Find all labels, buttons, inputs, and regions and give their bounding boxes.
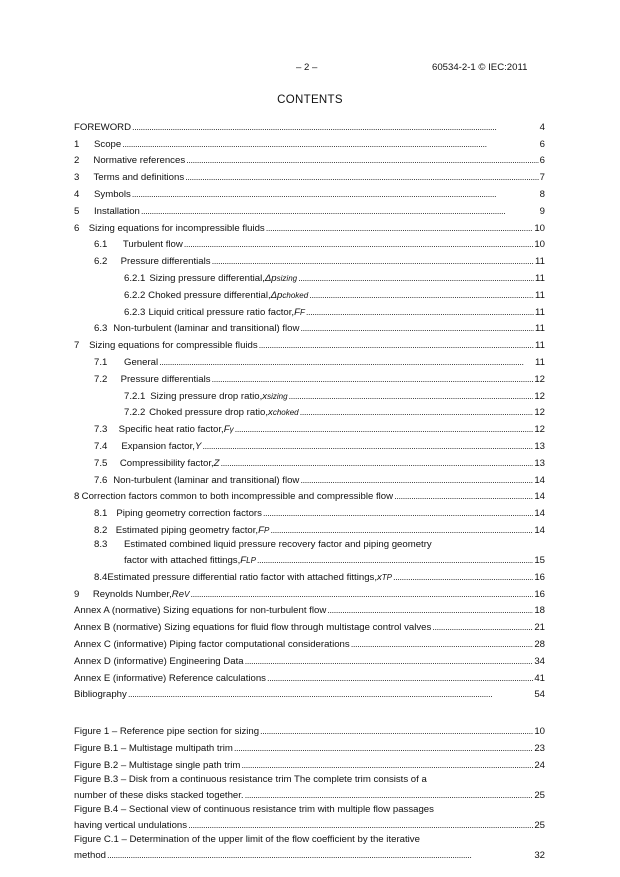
figure-entry-label: Figure B.1 – Multistage multipath trim xyxy=(74,742,233,754)
toc-entry-symbol: Re xyxy=(171,588,185,600)
toc-entry-symbol: Δp xyxy=(264,272,277,284)
toc-entry-number: 3 xyxy=(74,172,80,184)
toc-entry-number: 7.2.2 xyxy=(124,407,146,419)
toc-entry-number: 6.2.1 xyxy=(124,272,146,284)
toc-entry-page: 6 xyxy=(539,138,545,150)
toc-entry-label: Sizing pressure differential, xyxy=(149,272,265,284)
toc-entry-label: Expansion factor, xyxy=(121,440,195,452)
toc-entry-5[interactable] xyxy=(74,202,545,219)
toc-entry-label: Liquid critical pressure ratio factor, xyxy=(148,306,295,318)
toc-entry-page: 14 xyxy=(534,491,545,503)
figure-entry-page: 32 xyxy=(534,849,545,861)
toc-entry-page: 16 xyxy=(534,571,545,583)
toc-entry-6-2-1[interactable] xyxy=(74,269,545,286)
toc-entry-number: 7.1 xyxy=(94,356,108,368)
toc-entry-number: 7.2 xyxy=(94,373,108,385)
toc-entry-label: Annex D (informative) Engineering Data xyxy=(74,655,244,667)
figure-entry-label: Figure B.4 – Sectional view of continuous resistance trim with multiple flow passages xyxy=(74,803,434,815)
toc-entry-subscript: choked xyxy=(272,408,299,418)
toc-entry-number: 7 xyxy=(74,340,80,352)
toc-entry-6-3[interactable] xyxy=(74,320,545,337)
toc-entry-page: 13 xyxy=(534,440,545,452)
toc-entry-label: Turbulent flow xyxy=(122,239,183,251)
figure-entry-page: 10 xyxy=(534,726,545,738)
toc-entry-number: 6.3 xyxy=(94,323,108,335)
toc-entry-3[interactable] xyxy=(74,168,545,185)
figure-entry-b4[interactable] xyxy=(74,803,545,833)
toc-entry-subscript: choked xyxy=(282,290,309,300)
figure-entry-b3[interactable] xyxy=(74,773,545,803)
toc-entry-label: Non-turbulent (laminar and transitional) flow xyxy=(113,323,300,335)
toc-entry-7-2-1[interactable] xyxy=(74,387,545,404)
table-of-contents xyxy=(74,118,545,863)
figure-entry-b2[interactable] xyxy=(74,756,545,773)
toc-entry-7-3[interactable] xyxy=(74,420,545,437)
toc-entry-8-4[interactable] xyxy=(74,568,545,585)
toc-entry-number: 8.1 xyxy=(94,508,108,520)
toc-entry-6-1[interactable] xyxy=(74,236,545,253)
toc-entry-7-6[interactable] xyxy=(74,471,545,488)
toc-entry-7[interactable] xyxy=(74,336,545,353)
figure-entry-1[interactable] xyxy=(74,722,545,739)
toc-entry-label: Specific heat ratio factor, xyxy=(118,424,224,436)
toc-entry-symbol: Z xyxy=(213,457,220,469)
toc-entry-annex-d[interactable] xyxy=(74,652,545,669)
toc-entry-page: 14 xyxy=(534,508,545,520)
toc-entry-label: Terms and definitions xyxy=(93,172,185,184)
toc-entry-number: 8 xyxy=(74,491,80,503)
figure-entry-label: Figure 1 – Reference pipe section for sizing xyxy=(74,726,260,738)
toc-entry-subscript: LP xyxy=(246,555,256,565)
toc-entry-number: 7.3 xyxy=(94,424,108,436)
document-reference-header: 60534-2-1 © IEC:2011 xyxy=(432,62,528,73)
toc-entry-subscript: sizing xyxy=(267,391,288,401)
toc-entry-label: Non-turbulent (laminar and transitional) flow xyxy=(113,474,300,486)
figure-entry-label: Figure C.1 – Determination of the upper limit of the flow coefficient by the iterative xyxy=(74,833,420,845)
toc-entry-label: Reynolds Number, xyxy=(92,588,172,600)
toc-entry-page: 11 xyxy=(535,256,545,268)
toc-entry-label: Normative references xyxy=(93,155,186,167)
toc-entry-label: Symbols xyxy=(94,188,131,200)
toc-entry-annex-e[interactable] xyxy=(74,669,545,686)
toc-entry-number: 2 xyxy=(74,155,80,167)
toc-entry-7-2[interactable] xyxy=(74,370,545,387)
toc-entry-page: 41 xyxy=(534,672,545,684)
page-title: CONTENTS xyxy=(277,94,343,106)
toc-entry-number: 8.3 xyxy=(94,538,108,550)
toc-entry-foreword[interactable] xyxy=(74,118,545,135)
toc-entry-7-4[interactable] xyxy=(74,437,545,454)
toc-entry-label: Estimated piping geometry factor, xyxy=(115,524,259,536)
toc-entry-number: 9 xyxy=(74,588,80,600)
toc-entry-page: 12 xyxy=(534,407,545,419)
toc-entry-number: 8.2 xyxy=(94,524,108,536)
toc-entry-label: Choked pressure differential, xyxy=(148,289,271,301)
toc-entry-label: General xyxy=(124,356,159,368)
toc-entry-label: Pressure differentials xyxy=(120,256,211,268)
toc-entry-page: 12 xyxy=(534,424,545,436)
toc-entry-label: Annex C (informative) Piping factor computational considerations xyxy=(74,638,350,650)
toc-entry-page: 11 xyxy=(535,323,545,335)
toc-entry-bibliography[interactable] xyxy=(74,686,545,703)
toc-entry-page: 11 xyxy=(535,356,545,368)
toc-entry-page: 16 xyxy=(534,588,545,600)
figure-entry-label-continued: number of these disks stacked together. xyxy=(74,789,244,801)
toc-entry-page: 11 xyxy=(535,306,545,318)
toc-entry-8-3[interactable] xyxy=(74,538,545,568)
toc-entry-page: 4 xyxy=(539,121,545,133)
toc-entry-label: Pressure differentials xyxy=(120,373,211,385)
toc-entry-page: 6 xyxy=(539,155,545,167)
toc-entry-symbol: F xyxy=(294,306,300,318)
toc-entry-symbol: F xyxy=(223,424,230,436)
toc-entry-page: 11 xyxy=(535,340,545,352)
toc-entry-number: 5 xyxy=(74,205,80,217)
toc-entry-page: 13 xyxy=(534,457,545,469)
toc-entry-number: 6.2.2 xyxy=(124,289,146,301)
figure-entry-label: Figure B.2 – Multistage single path trim xyxy=(74,759,241,771)
toc-entry-page: 28 xyxy=(534,638,545,650)
toc-entry-page: 9 xyxy=(539,205,545,217)
toc-entry-label: Annex B (normative) Sizing equations for fluid flow through multistage control valves xyxy=(74,622,432,634)
toc-entry-subscript: TP xyxy=(381,572,393,582)
toc-entry-annex-b[interactable] xyxy=(74,618,545,635)
toc-entry-label: Correction factors common to both incompressible and compressible flow xyxy=(81,491,394,503)
toc-entry-label: Annex A (normative) Sizing equations for non-turbulent flow xyxy=(74,605,327,617)
toc-entry-page: 10 xyxy=(534,239,545,251)
toc-entry-8-2[interactable] xyxy=(74,521,545,538)
toc-entry-symbol: F xyxy=(258,524,264,536)
toc-entry-number: 6.2.3 xyxy=(124,306,146,318)
toc-entry-page: 10 xyxy=(534,222,545,234)
toc-entry-label: Sizing equations for compressible fluids xyxy=(89,340,258,352)
toc-entry-subscript: γ xyxy=(229,425,234,435)
toc-entry-8-1[interactable] xyxy=(74,504,545,521)
toc-entry-7-1[interactable] xyxy=(74,353,545,370)
figure-entry-page: 23 xyxy=(534,742,545,754)
toc-entry-number: 7.6 xyxy=(94,474,108,486)
toc-entry-label: Sizing equations for incompressible fluids xyxy=(88,222,265,234)
toc-entry-9[interactable] xyxy=(74,585,545,602)
toc-entry-number: 7.2.1 xyxy=(124,390,146,402)
toc-entry-page: 18 xyxy=(534,605,545,617)
figure-entry-b1[interactable] xyxy=(74,739,545,756)
figure-entry-c1[interactable] xyxy=(74,833,545,863)
toc-entry-page: 15 xyxy=(534,554,545,566)
figure-entry-label-continued: method xyxy=(74,849,106,861)
toc-entry-number: 6.2 xyxy=(94,256,108,268)
toc-entry-symbol: x xyxy=(268,407,273,419)
toc-entry-7-2-2[interactable] xyxy=(74,404,545,421)
toc-entry-page: 8 xyxy=(539,188,545,200)
toc-entry-4[interactable] xyxy=(74,185,545,202)
toc-entry-symbol: F xyxy=(240,554,247,566)
toc-entry-subscript: F xyxy=(299,307,305,317)
toc-entry-7-5[interactable] xyxy=(74,454,545,471)
toc-entry-label: Annex E (informative) Reference calculations xyxy=(74,672,266,684)
toc-entry-page: 54 xyxy=(534,689,545,701)
toc-entry-label: Piping geometry correction factors xyxy=(116,508,262,520)
toc-entry-symbol: x xyxy=(262,390,268,402)
toc-entry-2[interactable] xyxy=(74,152,545,169)
toc-entry-subscript: P xyxy=(263,525,270,535)
toc-entry-symbol: Δp xyxy=(270,289,283,301)
toc-entry-page: 21 xyxy=(534,622,545,634)
toc-entry-6-2-3[interactable] xyxy=(74,303,545,320)
toc-entry-page: 11 xyxy=(535,272,545,284)
toc-entry-annex-c[interactable] xyxy=(74,635,545,652)
figure-entry-page: 25 xyxy=(534,819,545,831)
toc-entry-label: Scope xyxy=(94,138,122,150)
toc-entry-page: 34 xyxy=(534,655,545,667)
toc-entry-number: 6 xyxy=(74,222,80,234)
toc-entry-label: Choked pressure drop ratio, xyxy=(149,407,269,419)
toc-entry-page: 12 xyxy=(534,373,545,385)
toc-entry-label: Installation xyxy=(94,205,140,217)
toc-entry-number: 7.4 xyxy=(94,440,108,452)
figure-entry-page: 25 xyxy=(534,789,545,801)
toc-entry-number: 6.1 xyxy=(94,239,108,251)
toc-entry-subscript: V xyxy=(184,589,190,599)
figure-entry-label: Figure B.3 – Disk from a continuous resistance trim The complete trim consists of a xyxy=(74,773,427,785)
toc-entry-page: 7 xyxy=(539,172,545,184)
toc-entry-number: 7.5 xyxy=(94,457,108,469)
toc-entry-label: FOREWORD xyxy=(74,121,132,133)
toc-entry-1[interactable] xyxy=(74,135,545,152)
toc-entry-page: 14 xyxy=(534,474,545,486)
toc-entry-symbol: x xyxy=(377,571,382,583)
toc-entry-page: 14 xyxy=(534,524,545,536)
toc-entry-annex-a[interactable] xyxy=(74,602,545,619)
toc-entry-label: Estimated pressure differential ratio factor with attached fittings, xyxy=(107,571,377,583)
toc-entry-number: 1 xyxy=(74,138,80,150)
toc-entry-8[interactable] xyxy=(74,488,545,505)
toc-entry-symbol: Y xyxy=(194,440,202,452)
toc-entry-label: Bibliography xyxy=(74,689,127,701)
figure-entry-page: 24 xyxy=(534,759,545,771)
figure-entry-label-continued: having vertical undulations xyxy=(74,819,188,831)
toc-entry-label-continued: factor with attached fittings, xyxy=(124,554,241,566)
toc-entry-6-2[interactable] xyxy=(74,252,545,269)
toc-entry-page: 11 xyxy=(535,289,545,301)
toc-entry-page: 12 xyxy=(534,390,545,402)
page-number-header: – 2 – xyxy=(296,62,318,73)
toc-entry-label: Sizing pressure drop ratio, xyxy=(150,390,263,402)
toc-entry-6[interactable] xyxy=(74,219,545,236)
toc-entry-label: Compressibility factor, xyxy=(119,457,214,469)
toc-entry-subscript: sizing xyxy=(276,273,298,283)
toc-entry-label: Estimated combined liquid pressure recovery factor and piping geometry xyxy=(124,538,432,550)
toc-entry-number: 4 xyxy=(74,188,80,200)
toc-entry-6-2-2[interactable] xyxy=(74,286,545,303)
toc-entry-number: 8.4 xyxy=(94,571,108,583)
